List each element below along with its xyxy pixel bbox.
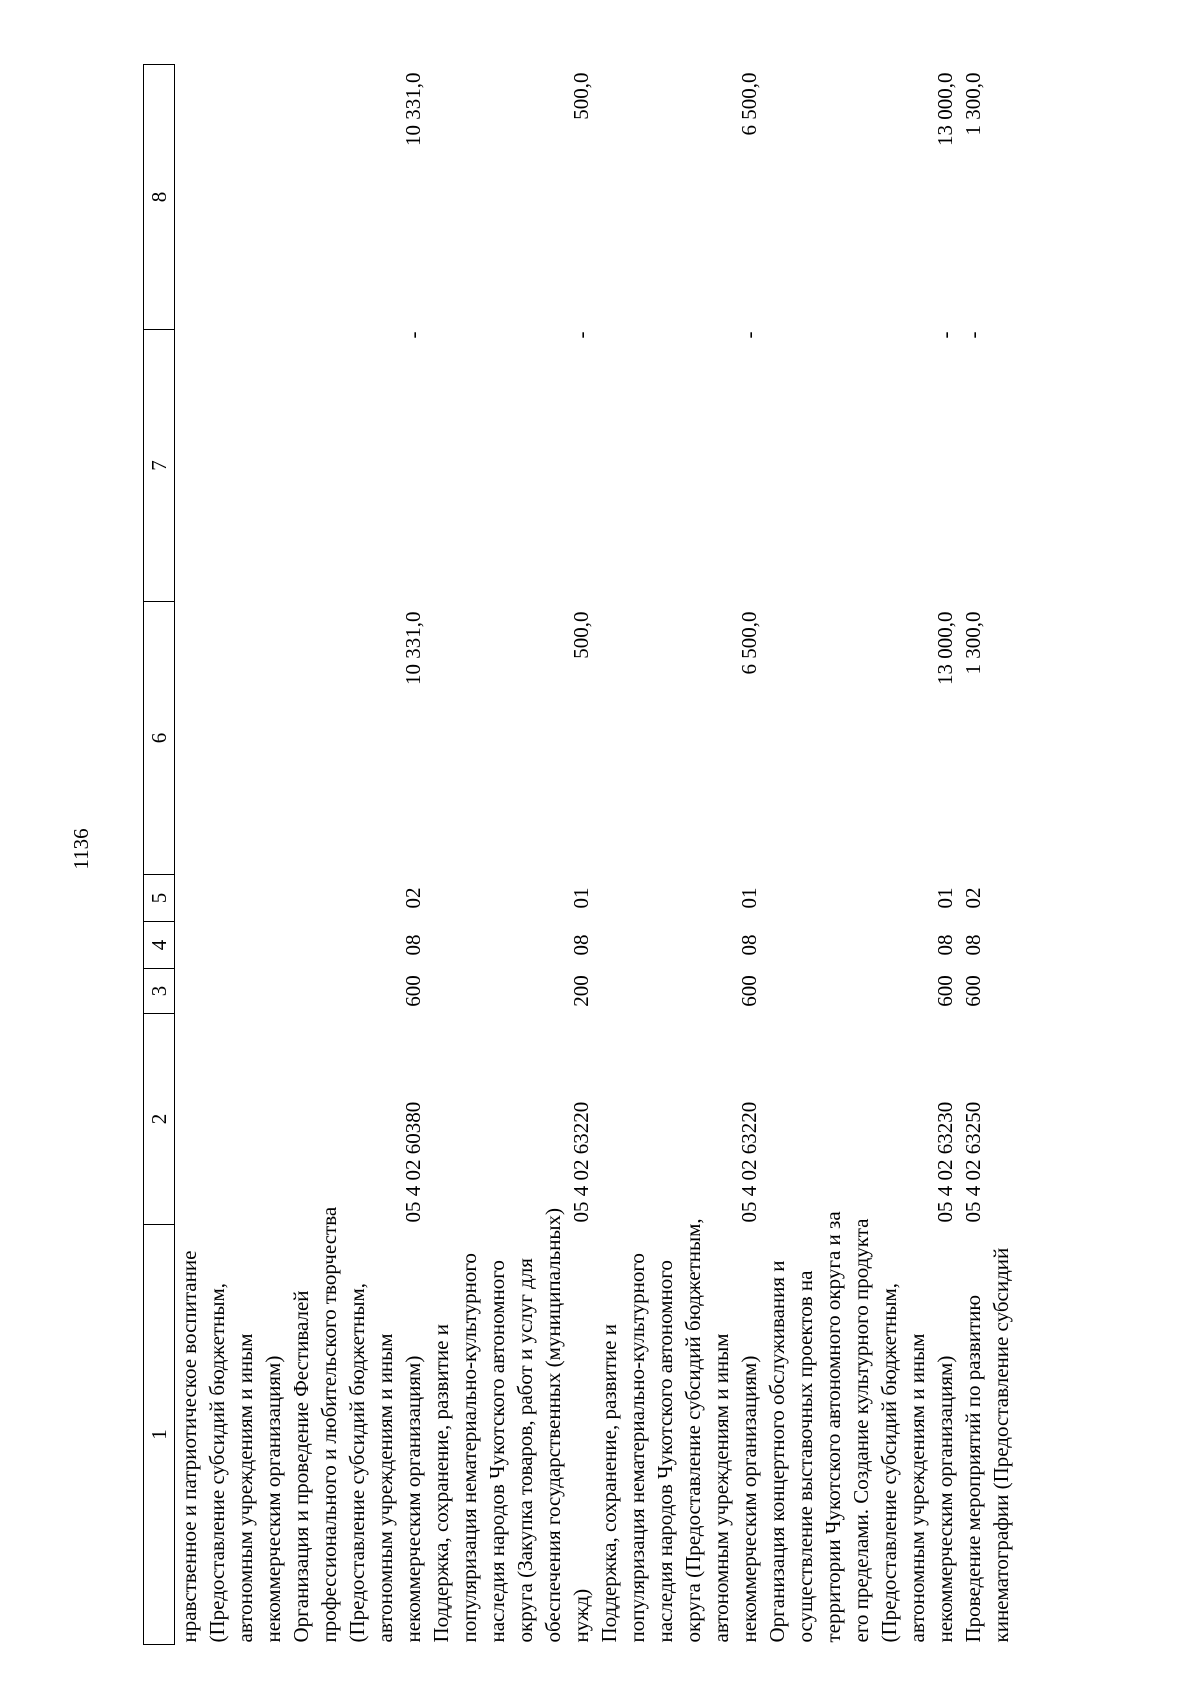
table-row [175,65,288,1645]
description-line: нравственное и патриотическое воспитание [177,1250,201,1643]
subsection: 01 [933,887,957,909]
description-line: некоммерческим организациям) [933,1355,957,1643]
description-line: округа (Предоставление субсидий бюджетным, [681,1218,705,1643]
section: 08 [961,934,985,956]
description-line: (Предоставление субсидий бюджетным, [345,1282,369,1643]
row-description [763,1211,959,1645]
row-description [959,1225,1015,1645]
description-line: нужд) [569,1588,593,1643]
column-header: 1 [144,1225,175,1645]
table-row [595,65,763,1645]
subsection: 01 [569,887,593,909]
target-code: 05 4 02 63220 [737,1101,761,1223]
amount-col7: - [933,331,957,339]
description-line: (Предоставление субсидий бюджетным, [877,1282,901,1643]
description-line: автономным учреждениям и иным [233,1333,257,1643]
budget-table-rotated [143,65,1143,1645]
column-header: 6 [144,602,175,875]
amount-col6: 500,0 [569,611,593,659]
target-code: 05 4 02 63230 [933,1101,957,1223]
subsection: 02 [961,887,985,909]
target-code: 05 4 02 60380 [401,1101,425,1223]
description-line: обеспечения государственных (муниципальных) [541,1207,565,1643]
amount-col6: 1 300,0 [961,611,985,675]
description-line: его пределами. Создание культурного продукта [849,1218,873,1643]
table-row [287,65,427,1645]
description-line: профессионального и любительского творчества [317,1206,341,1643]
subsection: 01 [737,887,761,909]
section [175,922,288,969]
description-line: наследия народов Чукотского автономного [653,1260,677,1643]
description-line: территории Чукотского автономного округа и за [821,1211,845,1643]
description-line: округа (Закупка товаров, работ и услуг для [513,1258,537,1643]
table-row [763,65,959,1645]
column-header: 7 [144,330,175,602]
row-description [595,1218,763,1645]
amount-total: 500,0 [569,72,593,120]
description-line: автономным учреждениям и иным [373,1333,397,1643]
subsection [175,875,288,922]
amount-total: 6 500,0 [737,72,761,136]
description-line: кинематографии (Предоставление субсидий [989,1247,1013,1643]
description-line: Поддержка, сохранение, развитие и [429,1324,453,1643]
description-line: автономным учреждениям и иным [905,1333,929,1643]
description-line: некоммерческим организациям) [737,1355,761,1643]
table-row [427,65,595,1645]
description-line: (Предоставление субсидий бюджетным, [205,1282,229,1643]
column-header: 8 [144,65,175,330]
target-code: 05 4 02 63220 [569,1101,593,1223]
description-line: осуществление выставочных проектов на [793,1270,817,1643]
amount-col7: - [737,331,761,339]
amount-total: 10 331,0 [401,72,425,146]
amount-total: 13 000,0 [933,72,957,146]
column-header: 5 [144,875,175,922]
description-line: Организация и проведение Фестивалей [289,1290,313,1643]
table-row [959,65,1015,1645]
description-line: Поддержка, сохранение, развитие и [597,1324,621,1643]
column-header: 2 [144,1014,175,1225]
row-description [175,1225,288,1645]
section: 08 [737,934,761,956]
target-code [175,1014,288,1225]
amount-col7: - [401,331,425,339]
description-line: некоммерческим организациям) [401,1355,425,1643]
amount-col7: - [569,331,593,339]
amount-col7: - [961,331,985,339]
section: 08 [401,934,425,956]
description-line: популяризация нематериально-культурного [457,1253,481,1643]
amount-total [175,65,288,330]
expense-type: 600 [933,975,957,1007]
amount-col6: 6 500,0 [737,611,761,675]
target-code: 05 4 02 63250 [961,1101,985,1223]
amount-col7 [175,330,288,602]
section: 08 [933,934,957,956]
row-description [427,1207,595,1645]
amount-col6: 10 331,0 [401,611,425,685]
expense-type: 600 [961,975,985,1007]
section: 08 [569,934,593,956]
budget-table [143,64,1015,1645]
amount-total: 1 300,0 [961,72,985,136]
description-line: автономным учреждениям и иным [709,1333,733,1643]
page-number: 1136 [69,828,93,870]
subsection: 02 [401,887,425,909]
row-description [287,1206,427,1645]
expense-type: 600 [401,975,425,1007]
description-line: наследия народов Чукотского автономного [485,1260,509,1643]
description-line: Проведение мероприятий по развитию [961,1294,985,1643]
expense-type: 600 [737,975,761,1007]
expense-type [175,969,288,1014]
description-line: популяризация нематериально-культурного [625,1253,649,1643]
description-line: Организация концертного обслуживания и [765,1260,789,1643]
column-header: 3 [144,969,175,1014]
column-header: 4 [144,922,175,969]
amount-col6 [175,602,288,875]
description-line: некоммерческим организациям) [261,1355,285,1643]
header-row [144,65,175,1645]
expense-type: 200 [569,975,593,1007]
amount-col6: 13 000,0 [933,611,957,685]
